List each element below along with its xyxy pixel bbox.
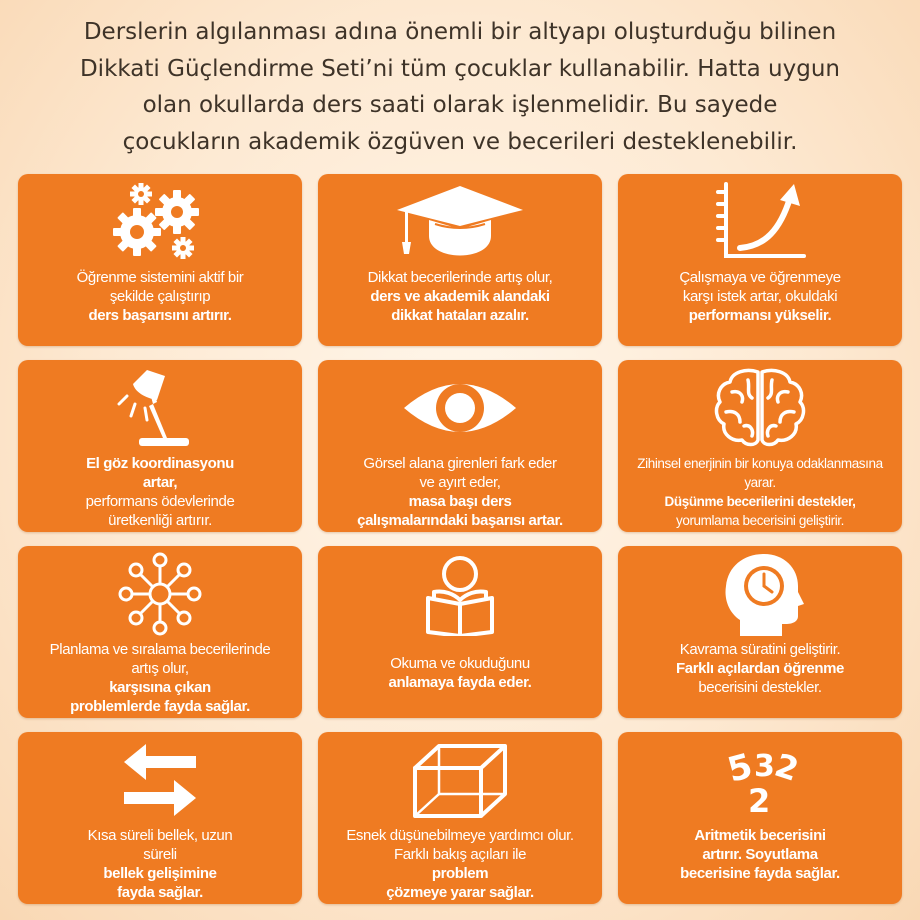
intro-line: çocukların akademik özgüven ve becerileri desteklenebilir. — [122, 128, 798, 155]
benefit-text: Kısa süreli bellek, uzun süreli bellek gelişimine fayda sağlar. — [87, 827, 233, 901]
head-clock-icon — [618, 552, 902, 636]
number-glyph: 2 — [748, 782, 771, 820]
benefit-card-gears — [18, 174, 302, 346]
benefit-text: El göz koordinasyonu artar, performans ödevlerinde üretkenliği artırır. — [85, 455, 235, 529]
intro-line: olan okullarda ders saati olarak işlenmelidir. Bu sayede — [142, 92, 778, 118]
intro-paragraph — [10, 8, 910, 166]
benefits-grid — [18, 174, 904, 910]
benefit-text: Okuma ve okuduğunu anlamaya fayda eder. — [388, 655, 532, 691]
benefit-text: Öğrenme sistemini aktif bir şekilde çalıştırıp ders başarısını artırır. — [76, 269, 244, 324]
growth-chart-icon — [618, 180, 902, 264]
benefit-text: Esnek düşünebilmeye yardımcı olur. Farklı bakış açıları ile problem çözmeye yarar sağlar. — [346, 827, 574, 901]
benefit-text: Görsel alana girenleri fark eder ve ayırt eder, masa başı ders çalışmalarındaki başarısı artar. — [357, 455, 563, 529]
benefit-card-graduation — [318, 174, 602, 346]
benefit-card-brain — [618, 360, 902, 532]
benefit-card-numbers — [618, 732, 902, 904]
reader-icon — [318, 552, 602, 636]
eye-icon — [318, 366, 602, 450]
benefit-card-reader — [318, 546, 602, 718]
gears-icon — [18, 180, 302, 264]
number-glyph: 2 — [770, 745, 804, 789]
benefit-card-eye — [318, 360, 602, 532]
intro-line: Derslerin algılanması adına önemli bir altyapı oluşturduğu bilinen — [83, 19, 837, 45]
benefit-card-growth — [618, 174, 902, 346]
numbers-icon — [618, 738, 902, 822]
arrows-exchange-icon — [18, 738, 302, 822]
graduation-cap-icon — [318, 180, 602, 264]
benefit-text: Çalışmaya ve öğrenmeye karşı istek artar, okuldaki performansı yükselir. — [679, 269, 841, 324]
benefit-text: Aritmetik becerisini artırır. Soyutlama becerisine fayda sağlar. — [680, 827, 840, 882]
brain-icon — [618, 366, 902, 450]
benefit-card-lamp — [18, 360, 302, 532]
benefit-card-network — [18, 546, 302, 718]
number-glyph: 3 — [754, 749, 775, 784]
intro-line: Dikkati Güçlendirme Seti’ni tüm çocuklar kullanabilir. Hatta uygun — [79, 55, 841, 82]
desk-lamp-icon — [18, 366, 302, 450]
benefit-card-cube — [318, 732, 602, 904]
benefit-card-head — [618, 546, 902, 718]
benefit-text: Planlama ve sıralama becerilerinde artış olur, karşısına çıkan problemlerde fayda sağlar. — [49, 641, 271, 715]
network-icon — [18, 552, 302, 636]
benefit-text: Zihinsel enerjinin bir konuya odaklanmasına yarar. Düşünme becerilerini destekler, yorumlama becerisini geliştirir. — [637, 456, 883, 528]
number-glyph: 5 — [723, 746, 757, 791]
benefit-text: Kavrama süratini geliştirir. Farklı açılardan öğrenme becerisini destekler. — [676, 641, 844, 696]
wireframe-cube-icon — [318, 738, 602, 822]
benefit-text: Dikkat becerilerinde artış olur, ders ve akademik alandaki dikkat hataları azalır. — [367, 269, 553, 324]
benefit-card-arrows — [18, 732, 302, 904]
